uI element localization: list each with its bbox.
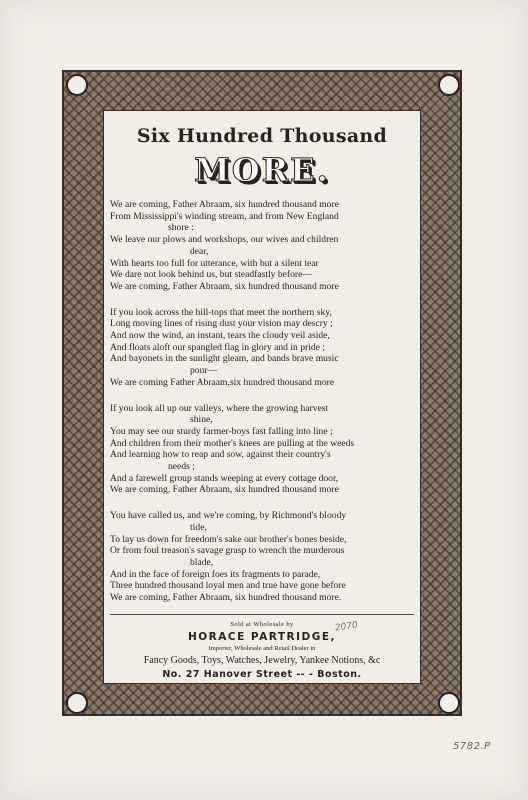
lyric-line: From Mississippi's winding stream, and from New England (110, 210, 339, 222)
border-corner-ornament (66, 74, 88, 96)
lyric-line: And floats aloft our spangled flag in glory and in pride ; (110, 341, 326, 353)
lyric-line: shine, (190, 414, 213, 426)
border-corner-ornament (438, 692, 460, 714)
lyric-line: You have called us, and we're coming, by Richmond's bloody (110, 510, 347, 522)
lyric-line: You may see our sturdy farmer-boys fast falling into line ; (110, 425, 333, 437)
lyric-line: We are coming, Father Abraam, six hundred thousand more (110, 199, 339, 210)
lyric-line: needs ; (168, 461, 195, 473)
publisher-name: HORACE PARTRIDGE, (187, 630, 337, 643)
lyric-line: Long moving lines of rising dust your vision may descry ; (110, 318, 333, 330)
lyric-line: We are coming Father Abraam,six hundred thousand more (110, 376, 335, 388)
lyric-line: If you look all up our valleys, where the growing harvest (110, 402, 329, 414)
goods-list: Fancy Goods, Toys, Watches, Jewelry, Yankee Notions, &c (143, 654, 381, 666)
publisher-address: No. 27 Hanover Street -- - Boston. (162, 668, 362, 680)
lyric-line: shore : (168, 222, 194, 234)
lyric-line: If you look across the hill-tops that meet the northern sky, (110, 306, 332, 318)
stanza (110, 307, 414, 389)
song-sheet-panel (103, 110, 421, 684)
lyric-line: And learning how to reap and sow, against their country's (110, 449, 331, 461)
handwritten-number: 2070 (334, 620, 359, 634)
lyric-line: pour— (190, 365, 218, 377)
divider (110, 614, 414, 615)
lyrics (110, 199, 414, 604)
border-corner-ornament (66, 692, 88, 714)
sold-by-label: Sold at Wholesale by (230, 620, 294, 628)
lyric-line: We leave our plows and workshops, our wives and children (110, 234, 339, 246)
publisher-imprint (110, 621, 414, 680)
lyric-line: And a farewell group stands weeping at every cottage door, (110, 472, 339, 484)
lyric-line: We are coming, Father Abraam, six hundred thousand more (110, 484, 339, 496)
border-corner-ornament (438, 74, 460, 96)
title-line-1: Six Hundred Thousand (136, 125, 388, 147)
stanza (110, 199, 414, 293)
lyric-line: blade, (190, 556, 214, 568)
stanza (110, 403, 414, 497)
lyric-line: With hearts too full for utterance, with but a silent tear (110, 257, 319, 269)
catalog-number: 5782.P (453, 741, 491, 752)
lyric-line: Or from foul treason's savage grasp to wrench the murderous (110, 545, 345, 557)
lyric-line: tide, (190, 521, 207, 533)
lyric-line: And bayonets in the sunlight gleam, and bands brave music (110, 353, 339, 365)
lyric-line: And now the wind, an instant, tears the cloudy veil aside, (110, 330, 330, 342)
lyric-line: dear, (190, 245, 209, 257)
lyric-line: Three hundred thousand loyal men and true have gone before (110, 580, 346, 592)
lyric-line: And in the face of foreign foes its fragments to parade, (110, 568, 321, 580)
publisher-description: Importer, Wholesale and Retail Dealer in (208, 644, 316, 652)
lyric-line: We are coming, Father Abraam, six hundred thousand more. (110, 592, 342, 604)
title-line-2: MORE. (194, 151, 330, 189)
lyric-line: We are coming, Father Abraam, six hundred thousand more (110, 280, 339, 292)
lyric-line: And children from their mother's knees are pulling at the weeds (110, 437, 355, 449)
lyric-line: To lay us down for freedom's sake our brother's bones beside, (110, 533, 347, 545)
lyric-line: We dare not look behind us, but steadfastly before— (110, 269, 312, 281)
stanza (110, 510, 414, 604)
